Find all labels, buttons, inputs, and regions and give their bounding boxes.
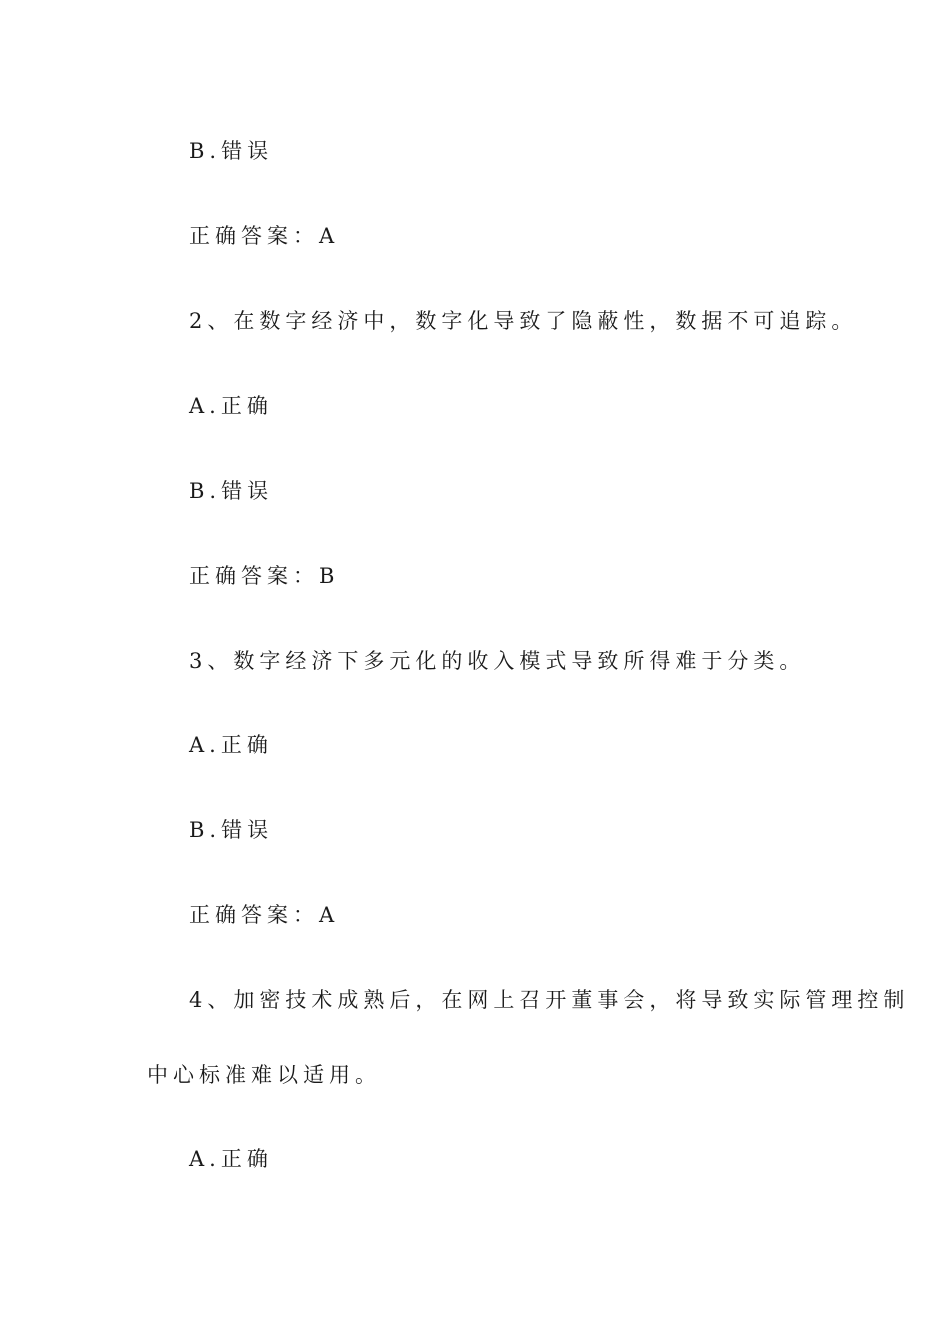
q4-option-a: A.正确: [189, 1147, 273, 1171]
q4-question-line2: 中心标准难以适用。: [147, 1063, 381, 1087]
q4-question-line1: 4、加密技术成熟后，在网上召开董事会，将导致实际管理控制: [189, 988, 910, 1012]
q3-option-b: B.错误: [189, 818, 274, 842]
q1-option-b: B.错误: [189, 139, 274, 163]
q1-answer: 正确答案：A: [189, 224, 340, 248]
q2-question: 2、在数字经济中，数字化导致了隐蔽性，数据不可追踪。: [189, 309, 858, 333]
q2-answer: 正确答案：B: [189, 564, 340, 588]
q3-question: 3、数字经济下多元化的收入模式导致所得难于分类。: [189, 649, 806, 673]
q2-option-a: A.正确: [189, 394, 273, 418]
q2-option-b: B.错误: [189, 479, 274, 503]
q3-option-a: A.正确: [189, 733, 273, 757]
q3-answer: 正确答案：A: [189, 903, 340, 927]
